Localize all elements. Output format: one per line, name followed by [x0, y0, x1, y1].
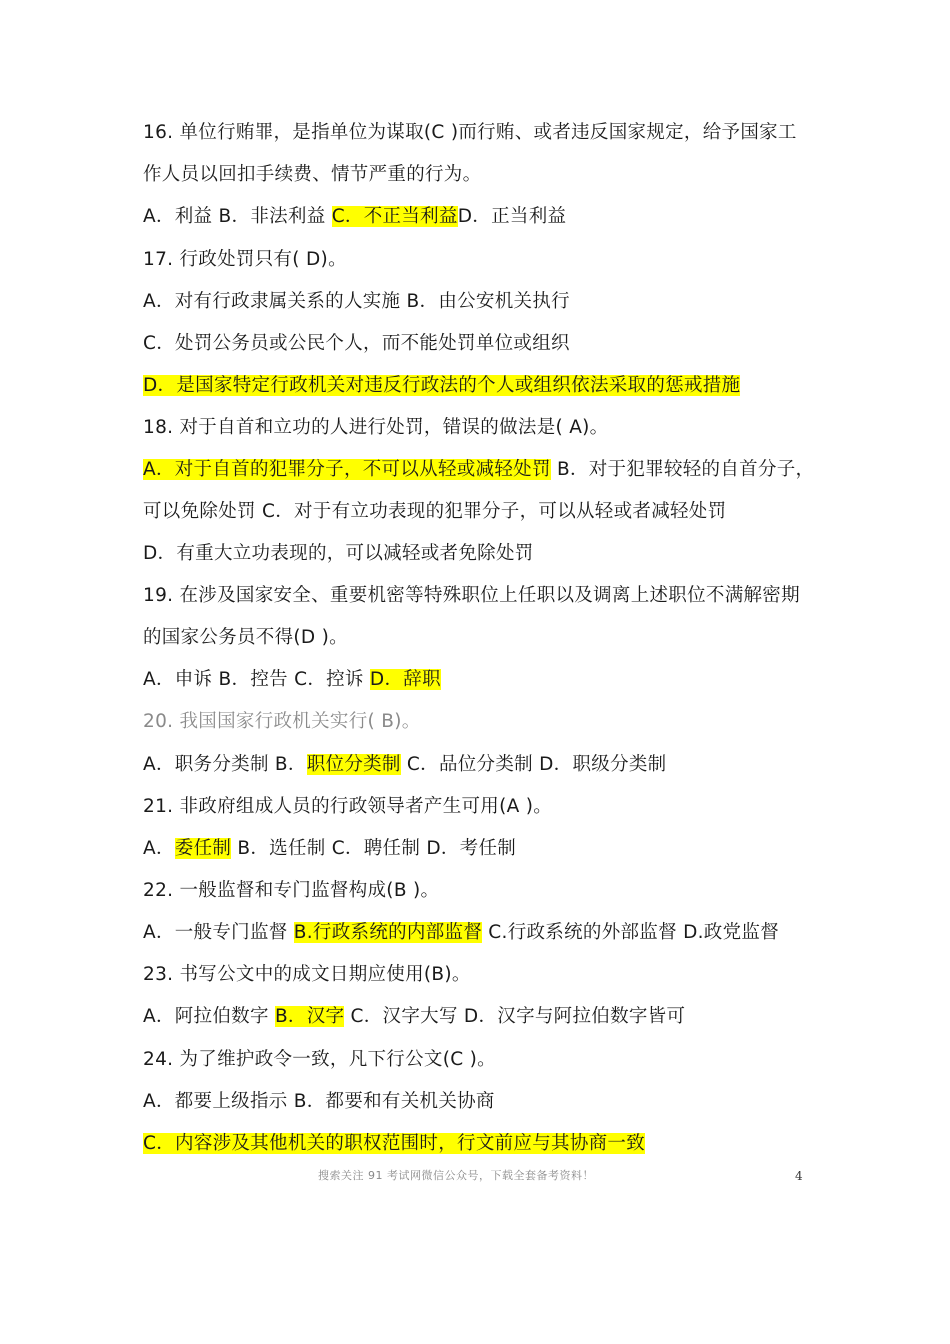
- text-segment: 16. 单位行贿罪，是指单位为谋取(C )而行贿、或者违反国家规定，给予国家工: [143, 122, 797, 143]
- text-line: [143, 497, 726, 527]
- text-segment: A．职务分类制 B．: [143, 754, 307, 775]
- text-line: [143, 581, 800, 611]
- text-line: [143, 539, 534, 569]
- page-footer: [0, 1166, 950, 1186]
- text-segment: 的国家公务员不得(D )。: [143, 627, 348, 648]
- text-segment: B．选任制 C．聘任制 D．考任制: [231, 838, 517, 859]
- highlighted-answer: D．是国家特定行政机关对违反行政法的个人或组织依法采取的惩戒措施: [143, 375, 741, 396]
- text-segment: C．汉字大写 D．汉字与阿拉伯数字皆可: [344, 1006, 686, 1027]
- text-line: [143, 707, 421, 737]
- text-segment: 17. 行政处罚只有( D)。: [143, 249, 347, 270]
- text-line: [143, 623, 348, 653]
- text-segment: D．有重大立功表现的，可以减轻或者免除处罚: [143, 543, 534, 564]
- highlighted-answer: 委任制: [174, 838, 232, 859]
- footer-notice: 搜索关注 91 考试网微信公众号，下载全套备考资料！: [318, 1169, 594, 1182]
- text-line: [143, 792, 552, 822]
- text-line: [143, 202, 566, 232]
- highlighted-answer: D．辞职: [369, 669, 441, 690]
- highlighted-answer: C．不正当利益: [331, 206, 458, 227]
- highlighted-answer: B.行政系统的内部监督: [293, 922, 483, 943]
- text-line: [143, 876, 439, 906]
- text-segment: A．一般专门监督: [143, 922, 294, 943]
- text-line: [143, 750, 666, 780]
- text-segment: C.行政系统的外部监督 D.政党监督: [482, 922, 780, 943]
- text-segment: A．都要上级指示 B．都要和有关机关协商: [143, 1091, 495, 1112]
- text-segment: 作人员以回扣手续费、情节严重的行为。: [143, 164, 482, 185]
- text-segment: D．正当利益: [457, 206, 567, 227]
- text-line: [143, 371, 740, 401]
- text-segment: C．品位分类制 D．职级分类制: [400, 754, 667, 775]
- text-line: [143, 118, 797, 148]
- text-line: [143, 329, 570, 359]
- text-segment: 21. 非政府组成人员的行政领导者产生可用(A )。: [143, 796, 553, 817]
- text-line: [143, 1087, 495, 1117]
- text-segment: A．利益 B．非法利益: [143, 206, 332, 227]
- text-segment: 18. 对于自首和立功的人进行处罚，错误的做法是( A)。: [143, 417, 609, 438]
- text-segment: A．申诉 B．控告 C．控诉: [143, 669, 370, 690]
- text-segment: 20. 我国国家行政机关实行( B)。: [143, 711, 421, 732]
- text-segment: B．对于犯罪较轻的自首分子，: [550, 459, 815, 480]
- text-line: [143, 160, 481, 190]
- text-line: [143, 455, 814, 485]
- text-segment: C．处罚公务员或公民个人，而不能处罚单位或组织: [143, 333, 570, 354]
- text-line: [143, 1129, 645, 1159]
- text-line: [143, 287, 570, 317]
- highlighted-answer: C．内容涉及其他机关的职权范围时，行文前应与其协商一致: [143, 1133, 646, 1154]
- text-line: [143, 1045, 496, 1075]
- text-line: [143, 918, 779, 948]
- text-segment: A．阿拉伯数字: [143, 1006, 275, 1027]
- text-segment: 24. 为了维护政令一致，凡下行公文(C )。: [143, 1049, 496, 1070]
- text-line: [143, 413, 608, 443]
- text-segment: 19. 在涉及国家安全、重要机密等特殊职位上任职以及调离上述职位不满解密期: [143, 585, 800, 606]
- text-line: [143, 665, 441, 695]
- text-segment: 可以免除处罚 C．对于有立功表现的犯罪分子，可以从轻或者减轻处罚: [143, 501, 727, 522]
- highlighted-answer: A．对于自首的犯罪分子，不可以从轻或减轻处罚: [143, 459, 551, 480]
- highlighted-answer: 职位分类制: [306, 754, 401, 775]
- text-segment: A．: [143, 838, 175, 859]
- text-segment: 22. 一般监督和专门监督构成(B )。: [143, 880, 440, 901]
- text-segment: 23. 书写公文中的成文日期应使用(B)。: [143, 964, 471, 985]
- page-number: 4: [795, 1169, 803, 1183]
- text-line: [143, 834, 516, 864]
- text-line: [143, 1002, 685, 1032]
- text-segment: A．对有行政隶属关系的人实施 B．由公安机关执行: [143, 291, 570, 312]
- highlighted-answer: B．汉字: [274, 1006, 345, 1027]
- text-line: [143, 245, 347, 275]
- text-line: [143, 960, 471, 990]
